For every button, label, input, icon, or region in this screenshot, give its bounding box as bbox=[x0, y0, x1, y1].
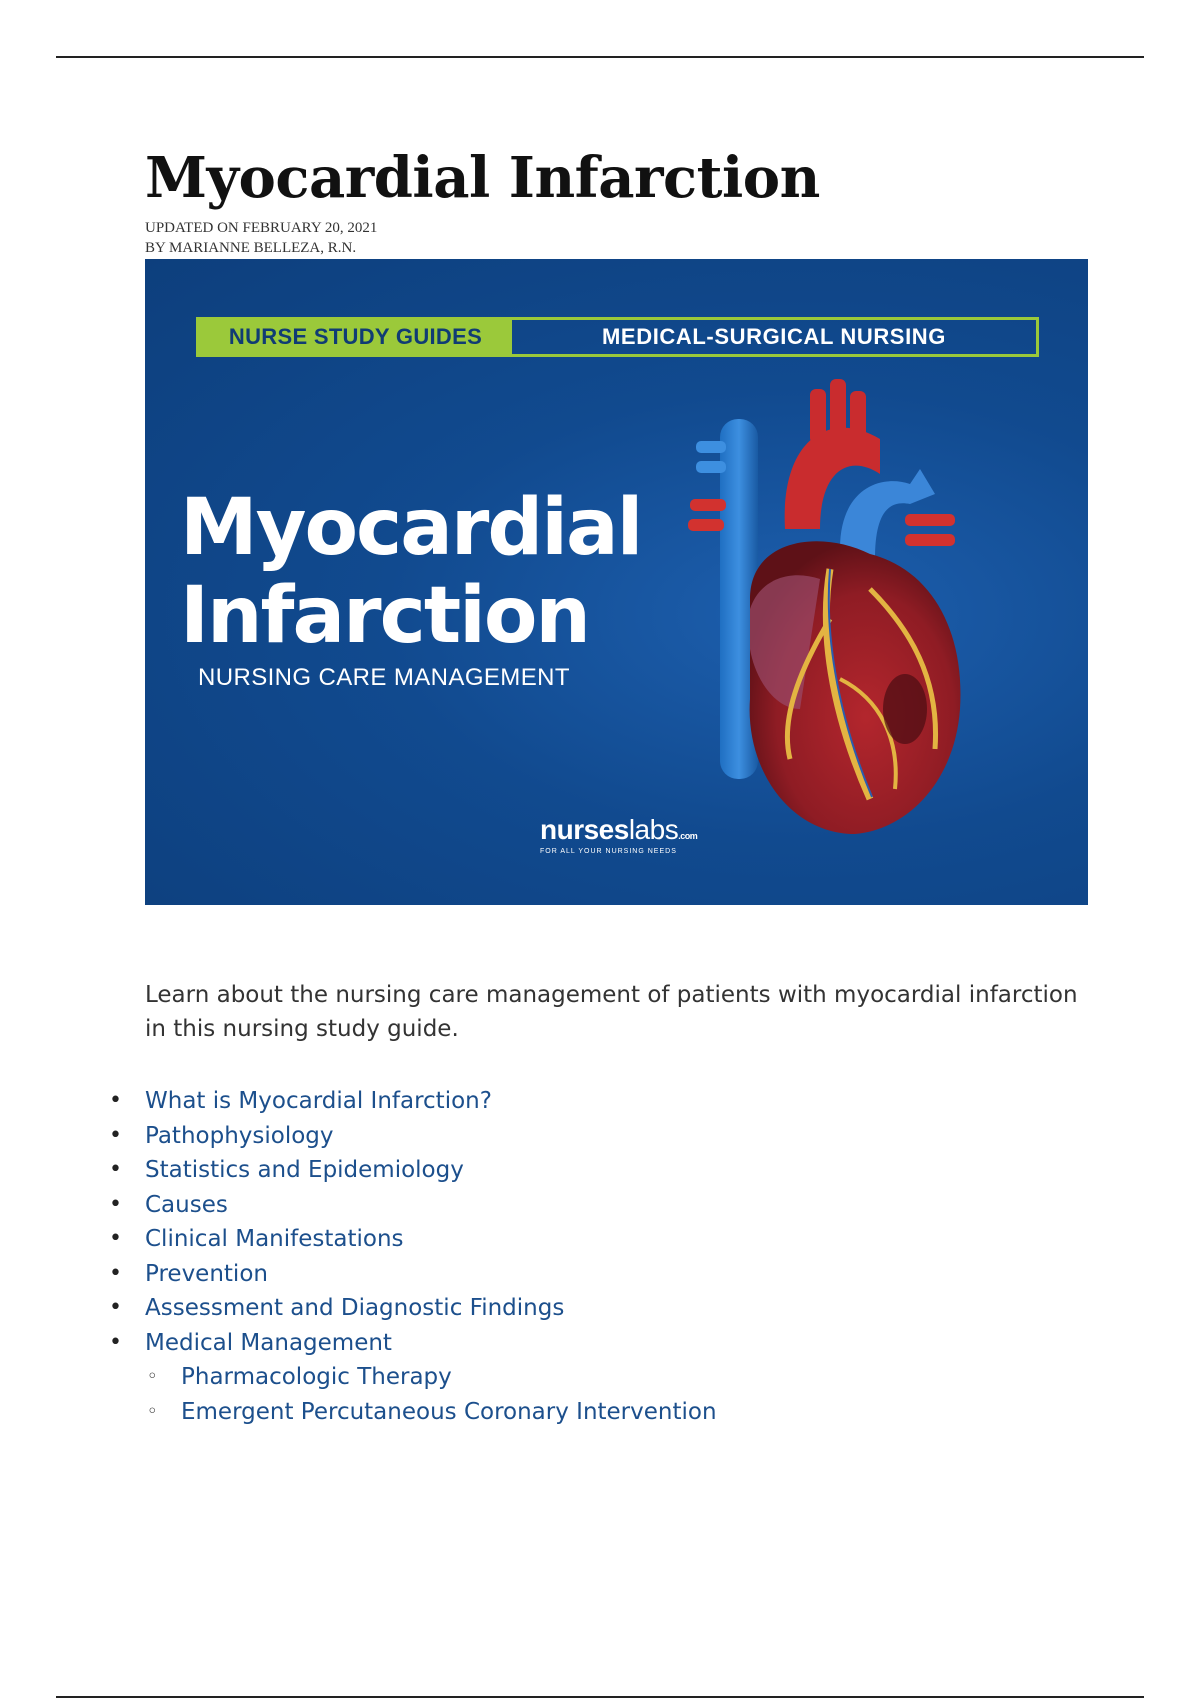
bottom-rule bbox=[56, 1696, 1144, 1698]
toc-link-pharmacologic-therapy[interactable]: ◦ Pharmacologic Therapy bbox=[181, 1360, 717, 1395]
banner-subtitle: NURSING CARE MANAGEMENT bbox=[198, 664, 570, 691]
toc-link-medical-management[interactable]: Medical Management bbox=[145, 1329, 392, 1356]
updated-date: UPDATED ON FEBRUARY 20, 2021 bbox=[145, 220, 378, 236]
logo-tld: .com bbox=[678, 831, 698, 841]
logo-wordmark bbox=[540, 814, 697, 846]
author-byline: BY MARIANNE BELLEZA, R.N. bbox=[145, 240, 357, 256]
nurseslabs-logo bbox=[540, 814, 697, 855]
toc-link-what-is[interactable]: • What is Myocardial Infarction? bbox=[145, 1084, 717, 1119]
banner-title-line1: Myocardial bbox=[180, 483, 642, 573]
toc-sublist bbox=[145, 1360, 717, 1429]
toc-link-assessment[interactable]: • Assessment and Diagnostic Findings bbox=[145, 1291, 717, 1326]
table-of-contents bbox=[145, 1084, 717, 1429]
toc-link-pathophysiology[interactable]: • Pathophysiology bbox=[145, 1119, 717, 1154]
category-tag: NURSE STUDY GUIDES bbox=[199, 320, 512, 354]
logo-word-bold: nurses bbox=[540, 814, 629, 845]
toc-link-emergent-pci[interactable]: ◦ Emergent Percutaneous Coronary Intervention bbox=[181, 1395, 717, 1430]
logo-word-light: labs bbox=[628, 814, 679, 845]
banner-title-line2: Infarction bbox=[180, 571, 589, 661]
toc-link-clinical-manifestations[interactable]: • Clinical Manifestations bbox=[145, 1222, 717, 1257]
heart-icon bbox=[680, 379, 980, 849]
intro-paragraph: Learn about the nursing care management of patients with myocardial infarction in this nursing study guide. bbox=[145, 982, 1078, 1042]
toc-link-statistics[interactable]: • Statistics and Epidemiology bbox=[145, 1153, 717, 1188]
toc-link-prevention[interactable]: • Prevention bbox=[145, 1257, 717, 1292]
banner-tag-row bbox=[196, 317, 1039, 357]
top-rule bbox=[56, 56, 1144, 58]
toc-link-causes[interactable]: • Causes bbox=[145, 1188, 717, 1223]
logo-tagline: FOR ALL YOUR NURSING NEEDS bbox=[540, 848, 677, 855]
banner-title bbox=[180, 484, 641, 660]
hero-banner bbox=[145, 259, 1088, 905]
subcategory-tag: MEDICAL-SURGICAL NURSING bbox=[602, 324, 946, 349]
toc-item-medical-management bbox=[145, 1326, 717, 1430]
article-title: Myocardial Infarction bbox=[145, 145, 820, 211]
